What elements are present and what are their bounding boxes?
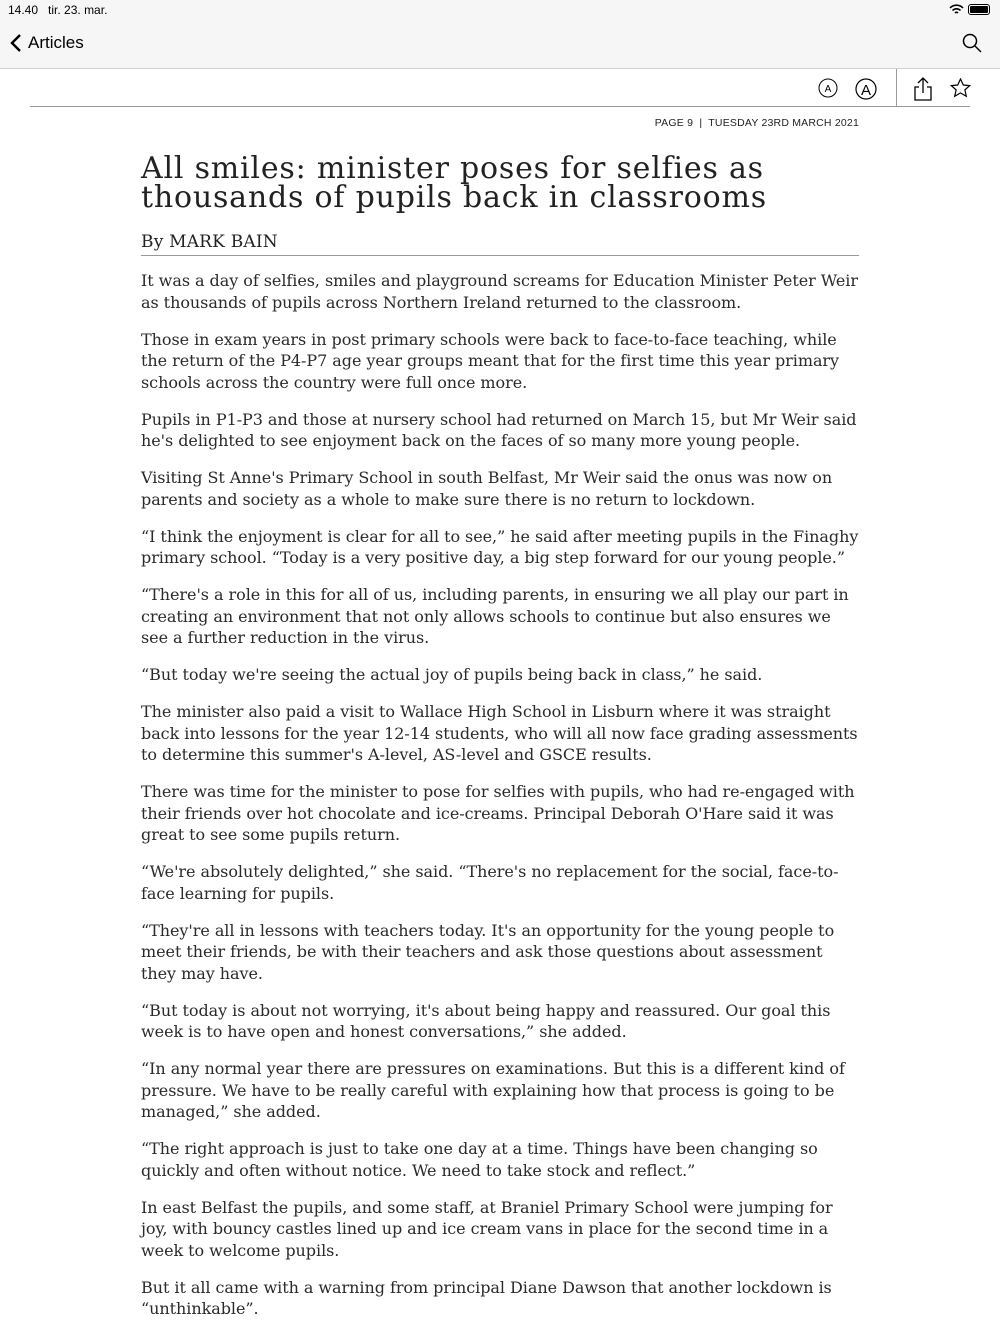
bookmark-button[interactable] [950, 78, 971, 102]
paragraph: Those in exam years in post primary schools were back to face-to-face teaching, while the return of the P4-P7 age year groups meant that for the first time this year primary schools across the country were full once more. [141, 329, 840, 392]
article-title: All smiles: minister poses for selfies as thousands of pupils back in classrooms [141, 151, 767, 215]
share-icon [913, 76, 933, 102]
share-button[interactable] [913, 76, 933, 106]
paragraph: “In any normal year there are pressures on examinations. But this is a different kind of pressure. We have to be really careful with explaining how that process is going to be managed,” she added. [141, 1059, 845, 1121]
search-icon[interactable] [962, 33, 982, 53]
page-info: PAGE 9 | TUESDAY 23RD MARCH 2021 [654, 117, 859, 129]
chevron-left-icon [10, 33, 22, 53]
font-small-icon [818, 78, 838, 98]
paragraph: “I think the enjoyment is clear for all to see,” he said after meeting pupils in the Finaghy primary school. “Today is a very positive day, a big step forward for our young people.” [141, 526, 859, 567]
decrease-font-button[interactable] [818, 78, 838, 102]
navigation-bar [0, 0, 1000, 69]
paragraph: But it all came with a warning from principal Diane Dawson that another lockdown is “unthinkable”. [141, 1277, 832, 1318]
wifi-icon [949, 4, 964, 15]
font-large-icon [855, 78, 877, 100]
toolbar-divider-line [30, 106, 970, 107]
status-icons [949, 4, 990, 15]
svg-text:A: A [860, 82, 872, 99]
paragraph: “But today is about not worrying, it's about being happy and reassured. Our goal this week is to have open and honest conversations,” she added. [141, 1000, 831, 1041]
article [141, 151, 859, 1335]
paragraph: The minister also paid a visit to Wallace High School in Lisburn where it was straight back into lessons for the year 12-14 students, who will all now face grading assessments to determine this summer's A-level, AS-level and GSCE results. [141, 702, 858, 764]
paragraph: Visiting St Anne's Primary School in south Belfast, Mr Weir said the onus was now on parents and society as a whole to make sure there is no return to lockdown. [141, 468, 833, 509]
increase-font-button[interactable] [855, 78, 877, 104]
paragraph: “There's a role in this for all of us, including parents, in ensuring we all play our part in creating an environment that not only allows schools to continue but also ensures we see a further reduction in the virus. [141, 585, 849, 647]
paragraph: Pupils in P1-P3 and those at nursery school had returned on March 15, but Mr Weir said he's delighted to see enjoyment back on the faces of so many more young people. [141, 409, 857, 450]
byline: By MARK BAIN [141, 232, 859, 256]
time: 14.40 [8, 3, 39, 17]
paragraph: There was time for the minister to pose for selfies with pupils, who had re-engaged with their friends over hot chocolate and ice-creams. Principal Deborah O'Hare said it was great to see some pupils return. [141, 782, 855, 844]
paragraph: In east Belfast the pupils, and some staff, at Braniel Primary School were jumping for joy, with bouncy castles lined up and ice cream vans in place for the second time in a week to welcome pupils. [141, 1197, 833, 1260]
paragraph: “But today we're seeing the actual joy of pupils being back in class,” he said. [141, 665, 763, 684]
back-button[interactable] [10, 33, 84, 53]
back-label: Articles [28, 33, 84, 52]
svg-text:A: A [824, 84, 832, 95]
toolbar-divider [896, 69, 897, 106]
paragraph: “We're absolutely delighted,” she said. “There's no replacement for the social, face-to-face learning for pupils. [141, 862, 839, 903]
paragraph: “They're all in lessons with teachers today. It's an opportunity for the young people to meet their friends, be with their teachers and ask those questions about assessment they may have. [141, 920, 835, 983]
article-body [141, 270, 859, 1320]
battery-icon [968, 4, 990, 15]
paragraph: “The right approach is just to take one day at a time. Things have been changing so quickly and often without notice. We need to take stock and reflect.” [141, 1139, 818, 1180]
date: tir. 23. mar. [48, 3, 108, 17]
star-icon [950, 78, 971, 98]
status-bar-time [8, 3, 107, 17]
paragraph: It was a day of selfies, smiles and playground screams for Education Minister Peter Weir as thousands of pupils across Northern Ireland returned to the classroom. [141, 271, 858, 312]
